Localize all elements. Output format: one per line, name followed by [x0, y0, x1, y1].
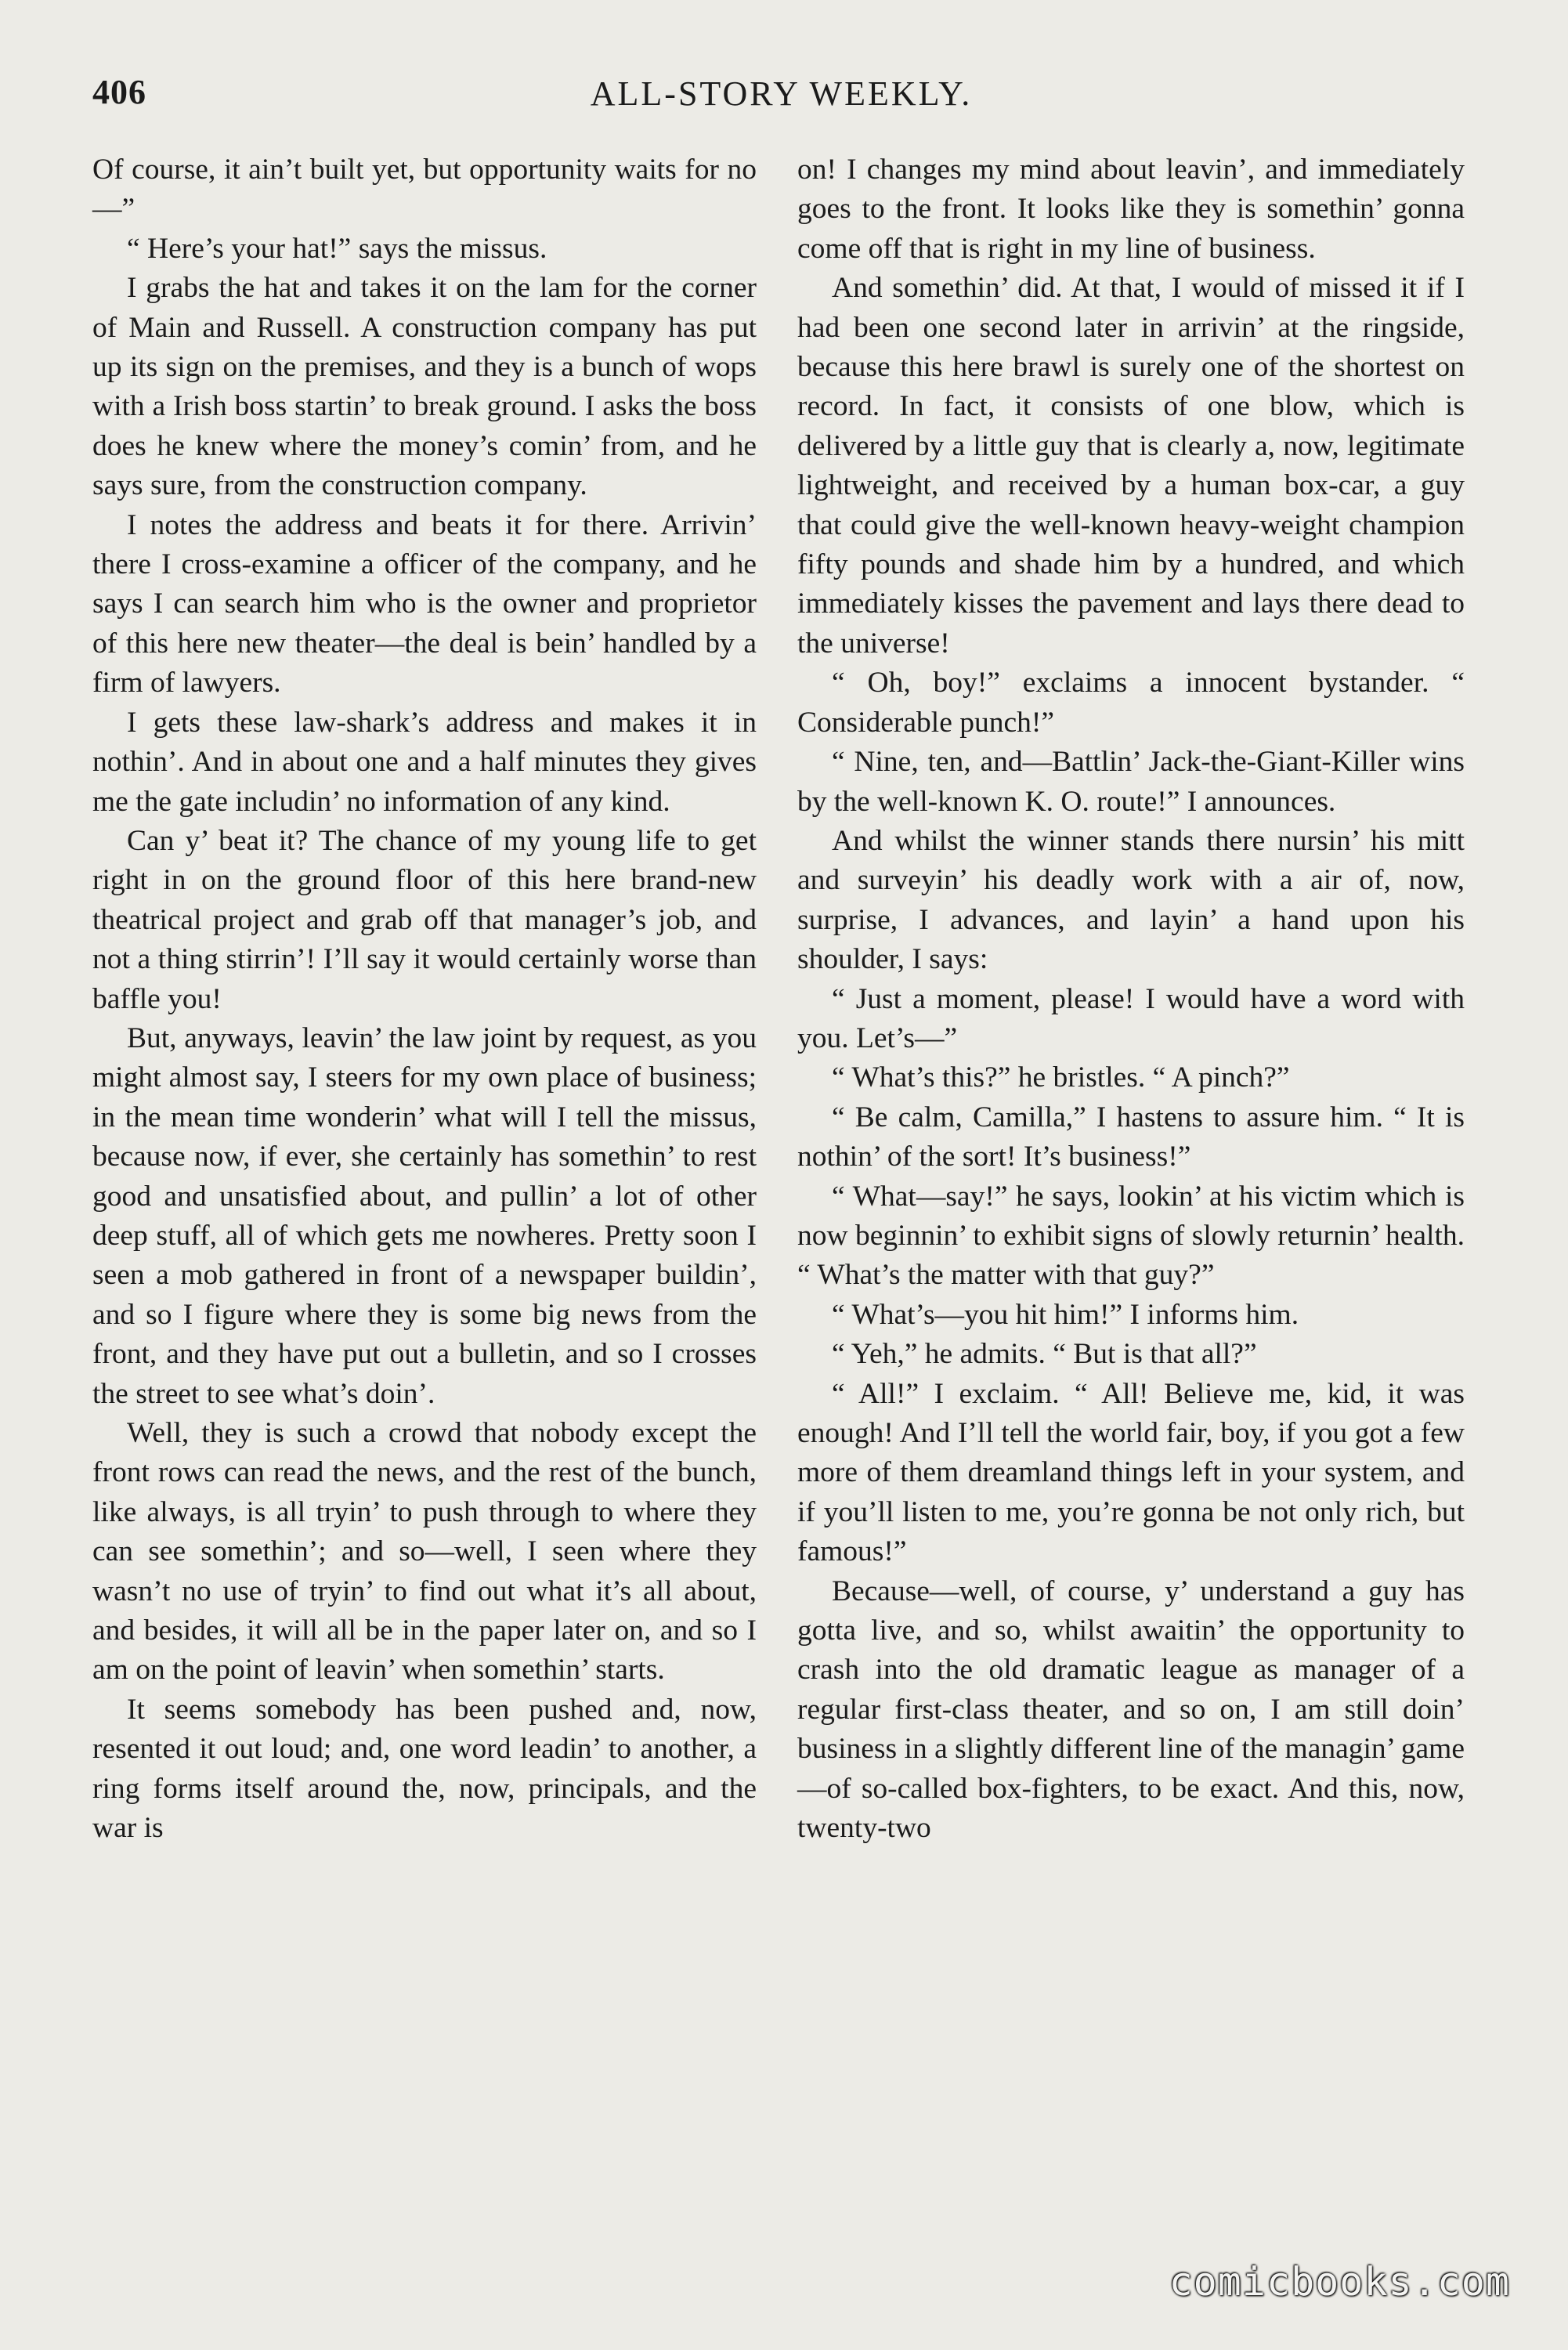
paragraph: “ What—say!” he says, lookin’ at his victim which is now beginnin’ to exhibit signs of slowly returnin’ health. “ What’s the matter with that guy?”	[797, 1180, 1465, 1292]
paragraph: And somethin’ did. At that, I would of missed it if I had been one second later in arrivin’ at the ringside, because this here brawl is surely one of the shortest on record. In fact, it consists of one blow, which is delivered by a little guy that is clearly a, now, legitimate lightweight, and received by a human box-car, a guy that could give the well-known heavy-weight champion fifty pounds and shade him by a hundred, and which immediately kisses the pavement and lays there dead to the universe!	[797, 272, 1465, 660]
paragraph: It seems somebody has been pushed and, now, resented it out loud; and, one word leadin’ to another, a ring forms itself around the, now, principals, and the war is	[92, 1693, 757, 1845]
paragraph: “ All!” I exclaim. “ All! Believe me, kid, it was enough! And I’ll tell the world fair, boy, if you got a few more of them dreamland things left in your system, and if you’ll listen to me, you’re gonna be not only rich, but famous!”	[797, 1377, 1465, 1568]
paragraph: “ Be calm, Camilla,” I hastens to assure him. “ It is nothin’ of the sort! It’s business!”	[797, 1101, 1465, 1173]
paragraph: on! I changes my mind about leavin’, and immediately goes to the front. It looks like they is somethin’ gonna come off that is right in my line of business.	[797, 154, 1465, 265]
paragraph: “ Yeh,” he admits. “ But is that all?”	[832, 1338, 1257, 1371]
paragraph: “ Just a moment, please! I would have a word with you. Let’s—”	[797, 982, 1465, 1054]
watermark-logo: comicbooks.com	[1169, 2259, 1510, 2305]
paragraph: “ Nine, ten, and—Battlin’ Jack-the-Giant-Killer wins by the well-known K. O. route!” I announces.	[797, 746, 1465, 818]
paragraph: But, anyways, leavin’ the law joint by request, as you might almost say, I steers for my own place of business; in the mean time wonderin’ what will I tell the missus, because now, if ever, she certainly has somethin’ to rest good and unsatisfied about, and pullin’ a lot of other deep stuff, all of which gets me nowheres. Pretty soon I seen a mob gathered in front of a newspaper buildin’, and so I figure where they is some big news from the front, and they have put out a bulletin, and so I crosses the street to see what’s doin’.	[92, 1021, 757, 1410]
paragraph: And whilst the winner stands there nursin’ his mitt and surveyin’ his deadly work with a air of, now, surprise, I advances, and layin’ a hand upon his shoulder, I says:	[797, 824, 1465, 976]
paragraph: I grabs the hat and takes it on the lam for the corner of Main and Russell. A construction company has put up its sign on the premises, and they is a bunch of wops with a Irish boss startin’ to break ground. I asks the boss does he knew where the money’s comin’ from, and he says sure, from the construction company.	[92, 272, 757, 502]
running-title: ALL-STORY WEEKLY.	[590, 74, 973, 113]
paragraph: “ What’s this?” he bristles. “ A pinch?”	[832, 1061, 1290, 1094]
paragraph: I gets these law-shark’s address and makes it in nothin’. And in about one and a half minutes they gives me the gate includin’ no information of any kind.	[92, 706, 757, 818]
paragraph: “ Oh, boy!” exclaims a innocent bystander. “ Considerable punch!”	[797, 667, 1465, 739]
paragraph: Of course, it ain’t built yet, but opportunity waits for no—”	[92, 154, 757, 226]
paragraph: Because—well, of course, y’ understand a guy has gotta live, and so, whilst awaitin’ the opportunity to crash into the old dramatic league as manager of a regular first-class theater, and so on, I am still doin’ business in a slightly different line of the managin’ game—of so-called box-fighters, to be exact. And this, now, twenty-two	[797, 1574, 1465, 1845]
page-number: 406	[92, 73, 146, 111]
paragraph: “ What’s—you hit him!” I informs him.	[832, 1298, 1299, 1331]
paragraph: I notes the address and beats it for there. Arrivin’ there I cross-examine a officer of the company, and he says I can search him who is the owner and proprietor of this here new theater—the deal is bein’ handled by a firm of lawyers.	[92, 508, 757, 700]
paragraph: “ Here’s your hat!” says the missus.	[127, 232, 547, 265]
right-column	[797, 150, 1465, 1848]
page-header	[92, 72, 1470, 127]
paragraph: Can y’ beat it? The chance of my young life to get right in on the ground floor of this here brand-new theatrical project and grab off that manager’s job, and not a thing stirrin’! I’ll say it would certainly worse than baffle you!	[92, 824, 757, 1015]
left-column	[92, 150, 757, 1848]
paragraph: Well, they is such a crowd that nobody except the front rows can read the news, and the rest of the bunch, like always, is all tryin’ to push through to where they can see somethin’; and so—well, I seen where they wasn’t no use of tryin’ to find out what it’s all about, and besides, it will all be in the paper later on, and so I am on the point of leavin’ when somethin’ starts.	[92, 1417, 757, 1687]
